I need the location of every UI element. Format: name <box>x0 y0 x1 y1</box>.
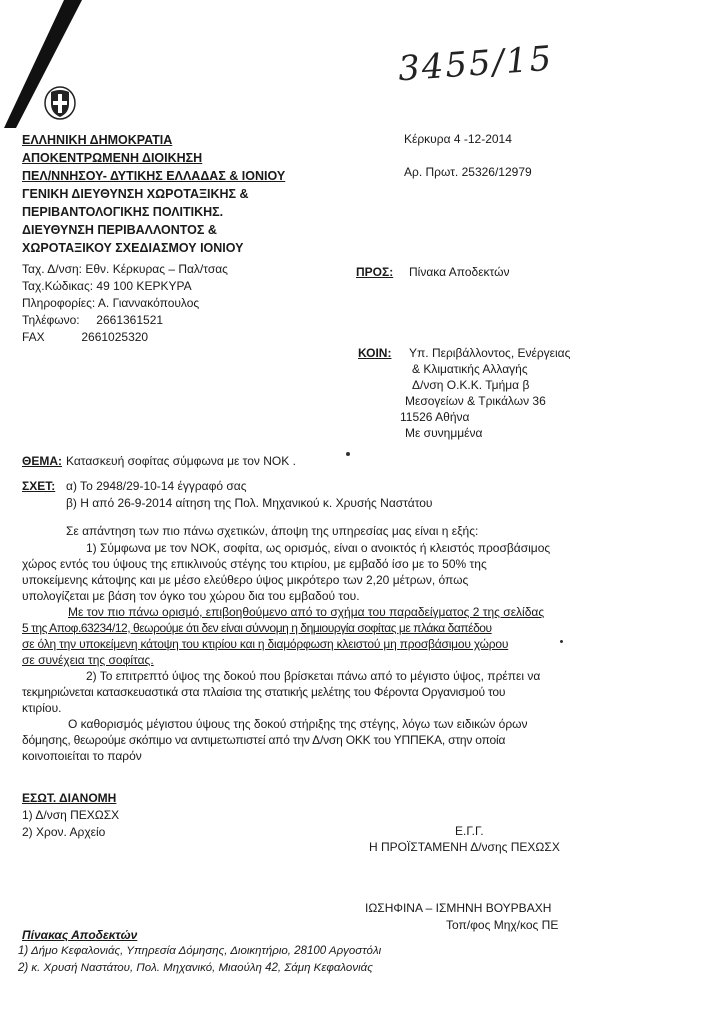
signature-title: Η ΠΡΟΪΣΤΑΜΕΝΗ Δ/νσης ΠΕΧΩΣΧ <box>369 840 560 854</box>
scan-speck <box>560 640 563 643</box>
contact-line: Τηλέφωνο: 2661361521 <box>22 313 164 327</box>
sender-line: ΠΕΡΙΒΑΝΤΟΛΟΓΙΚΗΣ ΠΟΛΙΤΙΚΗΣ. <box>22 205 224 219</box>
body-line: χώρος εντός του ύψους της επικλινούς στέγης του κτιρίου, με εμβαδό ίσο με το 50% της <box>22 557 487 571</box>
contact-line: FAX 2661025320 <box>22 330 149 344</box>
body-line: τεκμηριώνεται κατασκευαστικά στα πλαίσια της στατικής μελέτης του Φέροντα Οργανισμού του <box>22 685 506 699</box>
body-line: 5 της Αποφ.63234/12, θεωρούμε ότι δεν είναι σύννομη η δημιουργία σοφίτας με πλάκα δαπέδου <box>22 621 492 635</box>
body-line: Με τον πιο πάνω ορισμό, επιβοηθούμενο από το σχήμα του παραδείγματος 2 της σελίδας <box>68 605 545 619</box>
sender-line: ΓΕΝΙΚΗ ΔΙΕΥΘΥΝΣΗ ΧΩΡΟΤΑΞΙΚΗΣ & <box>22 187 249 201</box>
sender-line: ΑΠΟΚΕΝΤΡΩΜΕΝΗ ΔΙΟΙΚΗΣΗ <box>22 151 203 165</box>
cc-line: Μεσογείων & Τρικάλων 36 <box>405 394 546 408</box>
internal-distribution-item: 1) Δ/νση ΠΕΧΩΣΧ <box>22 808 120 822</box>
contact-line: Πληροφορίες: Α. Γιαννακόπουλος <box>22 296 200 310</box>
signature-name: ΙΩΣΗΦΙΝΑ – ΙΣΜΗΝΗ ΒΟΥΡΒΑΧΗ <box>365 901 552 915</box>
related-a: α) Το 2948/29-10-14 έγγραφό σας <box>66 479 247 493</box>
to-value: Πίνακα Αποδεκτών <box>409 265 510 279</box>
body-line: δόμησης, θεωρούμε σκόπιμο να αντιμετωπιστεί από την Δ/νση ΟΚΚ του ΥΠΠΕΚΑ, στην οποία <box>22 733 506 747</box>
related-label: ΣΧΕΤ: <box>22 479 56 493</box>
recipient-item: 1) Δήμο Κεφαλονιάς, Υπηρεσία Δόμησης, Διοικητήριο, 28100 Αργοστόλι <box>18 945 382 957</box>
handwritten-number: 3455/15 <box>396 38 555 90</box>
cc-line: Υπ. Περιβάλλοντος, Ενέργειας <box>409 346 571 360</box>
coat-of-arms-icon <box>44 86 76 120</box>
cc-label: ΚΟΙΝ: <box>358 346 392 360</box>
body-line: Ο καθορισμός μέγιστου ύψους της δοκού στήριξης της στέγης, λόγω των ειδικών όρων <box>68 717 528 731</box>
to-label: ΠΡΟΣ: <box>356 265 394 279</box>
contact-line: Ταχ.Κώδικας: 49 100 ΚΕΡΚΥΡΑ <box>22 279 192 293</box>
sender-line: ΔΙΕΥΘΥΝΣΗ ΠΕΡΙΒΑΛΛΟΝΤΟΣ & <box>22 223 217 237</box>
body-line: υπολογίζεται με βάση τον όγκο του χώρου δια του εμβαδού του. <box>22 589 360 603</box>
internal-distribution-item: 2) Χρον. Αρχείο <box>22 825 106 839</box>
cc-line: Δ/νση Ο.Κ.Κ. Τμήμα β <box>412 378 530 392</box>
cc-line: & Κλιματικής Αλλαγής <box>412 362 528 376</box>
body-line: σε όλη την υποκείμενη κάτοψη του κτιρίου και η διαμόρφωση κλειστού μη προσβάσιμου χώρου <box>22 637 509 651</box>
subject-text: Κατασκευή σοφίτας σύμφωνα με τον ΝΟΚ . <box>66 454 296 468</box>
internal-distribution-label: ΕΣΩΤ. ΔΙΑΝΟΜΗ <box>22 791 117 805</box>
body-line: 1) Σύμφωνα με τον ΝΟΚ, σοφίτα, ως ορισμός, είναι ο ανοικτός ή κλειστός προσβάσιμος <box>86 541 551 555</box>
body-line: υποκείμενης κάτοψης και με μέσο ελεύθερο ύψος μικρότερο των 2,20 μέτρων, όπως <box>22 573 469 587</box>
subject-label: ΘΕΜΑ: <box>22 454 62 468</box>
sender-line: ΧΩΡΟΤΑΞΙΚΟΥ ΣΧΕΔΙΑΣΜΟΥ ΙΟΝΙΟΥ <box>22 241 244 255</box>
signature-role: Τοπ/φος Μηχ/κος ΠΕ <box>446 918 559 932</box>
protocol-number: Αρ. Πρωτ. 25326/12979 <box>404 165 532 179</box>
recipient-item: 2) κ. Χρυσή Ναστάτου, Πολ. Μηχανικό, Μιαούλη 42, Σάμη Κεφαλονιάς <box>18 962 373 974</box>
cc-line: Με συνημμένα <box>405 426 483 440</box>
signature-egg: Ε.Γ.Γ. <box>455 824 484 838</box>
sender-line: ΕΛΛΗΝΙΚΗ ΔΗΜΟΚΡΑΤΙΑ <box>22 133 173 147</box>
body-line: κοινοποιείται το παρόν <box>22 749 142 763</box>
cc-line: 11526 Αθήνα <box>400 410 470 424</box>
sender-line: ΠΕΛ/ΝΝΗΣΟΥ- ΔΥΤΙΚΗΣ ΕΛΛΑΔΑΣ & ΙΟΝΙΟΥ <box>22 169 286 183</box>
scan-speck <box>346 452 350 456</box>
body-line: κτιρίου. <box>22 701 62 715</box>
body-line: 2) Το επιτρεπτό ύψος της δοκού που βρίσκεται πάνω από το μέγιστο ύψος, πρέπει να <box>86 669 541 683</box>
related-b: β) Η από 26-9-2014 αίτηση της Πολ. Μηχανικού κ. Χρυσής Ναστάτου <box>66 496 433 510</box>
body-intro: Σε απάντηση των πιο πάνω σχετικών, άποψη της υπηρεσίας μας είναι η εξής: <box>66 524 479 538</box>
contact-line: Ταχ. Δ/νση: Εθν. Κέρκυρας – Παλ/τσας <box>22 262 228 276</box>
body-line: σε συνέχεια της σοφίτας. <box>22 653 154 667</box>
recipients-label: Πίνακας Αποδεκτών <box>22 928 138 942</box>
place-date: Κέρκυρα 4 -12-2014 <box>404 132 512 146</box>
